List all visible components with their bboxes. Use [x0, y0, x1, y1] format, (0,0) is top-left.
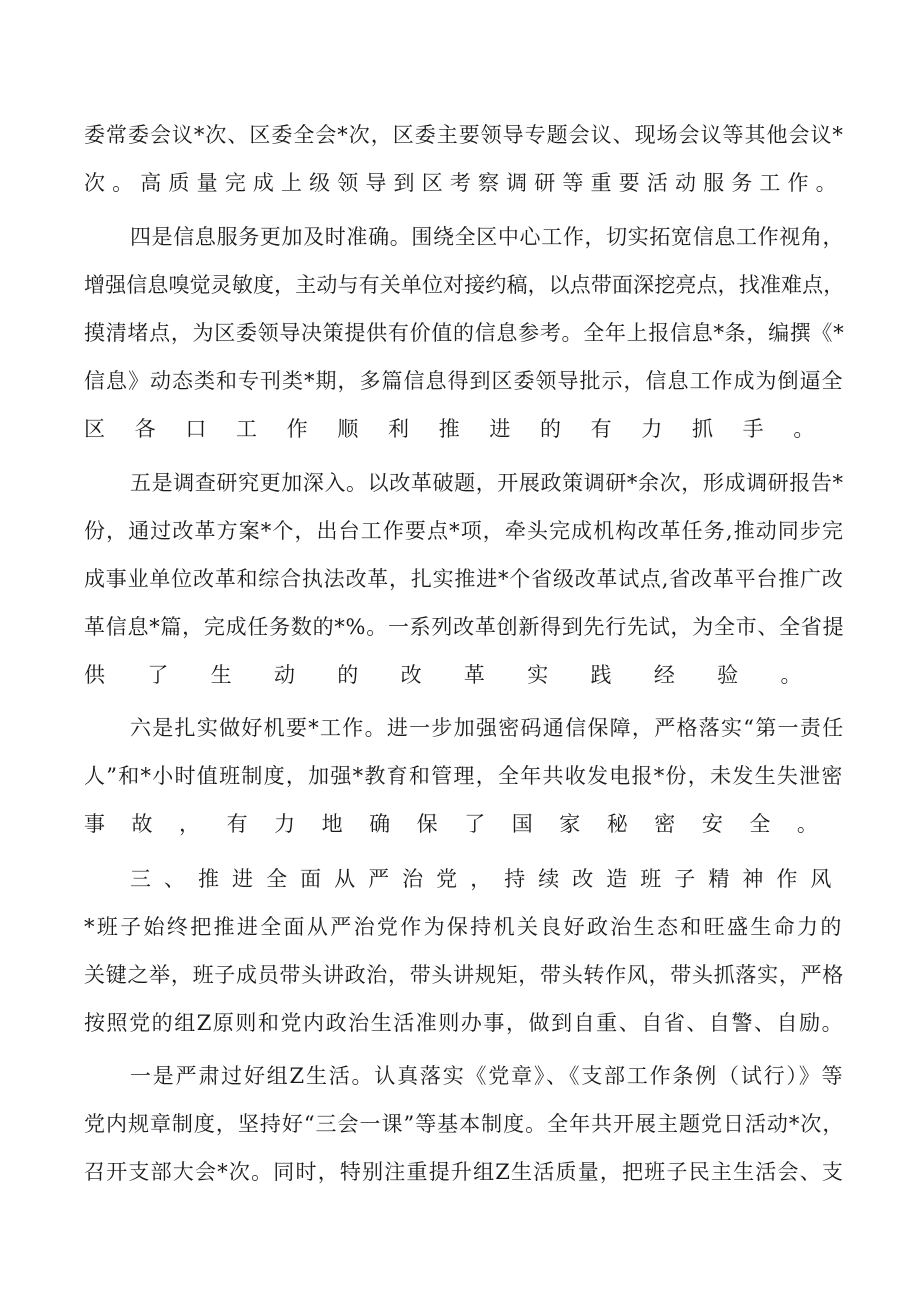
paragraph-start: 一是严肃过好组Z生活。认真落实《党章》、《支部工作条例（试行）》等: [130, 1064, 845, 1088]
text-line: 委常委会议*次、区委全会*次，区委主要领导专题会议、现场会议等其他会议*: [84, 123, 844, 147]
paragraph-start: 六是扎实做好机要*工作。进一步加强密码通信保障，严格落实“第一责任: [130, 716, 845, 740]
text-line: 事故，有力地确保了国家秘密安全。: [84, 812, 845, 836]
paragraph-start: *班子始终把推进全面从严治党作为保持机关良好政治生态和旺盛生命力的: [84, 915, 844, 939]
text-line: 按照党的组Z原则和党内政治生活准则办事，做到自重、自省、自警、自励。: [84, 1011, 845, 1035]
text-line: 关键之举，班子成员带头讲政治，带头讲规矩，带头转作风，带头抓落实，严格: [84, 963, 844, 987]
text-line: 供了生动的改革实践经验。: [84, 663, 844, 687]
paragraph-start: 五是调查研究更加深入。以改革破题，开展政策调研*余次，形成调研报告*: [130, 471, 844, 495]
text-line: 份，通过改革方案*个，出台工作要点*项，牵头完成机构改革任务,推动同步完: [84, 519, 845, 543]
section-heading: 三、推进全面从严治党，持续改造班子精神作风: [130, 867, 845, 891]
text-line: 增强信息嗅觉灵敏度，主动与有关单位对接约稿，以点带面深挖亮点，找准难点，: [84, 273, 845, 297]
text-line: 党内规章制度，坚持好“三会一课”等基本制度。全年共开展主题党日活动*次，: [84, 1112, 845, 1136]
paragraph-start: 四是信息服务更加及时准确。围绕全区中心工作，切实拓宽信息工作视角，: [130, 225, 845, 249]
text-line: 成事业单位改革和综合执法改革，扎实推进*个省级改革试点,省改革平台推广改: [84, 567, 844, 591]
text-line: 信息》动态类和专刊类*期，多篇信息得到区委领导批示，信息工作成为倒逼全: [84, 369, 844, 393]
text-line: 人”和*小时值班制度，加强*教育和管理，全年共收发电报*份，未发生失泄密: [84, 764, 844, 788]
text-line: 革信息*篇，完成任务数的*%。一系列改革创新得到先行先试，为全市、全省提: [84, 615, 845, 639]
text-line: 区各口工作顺利推进的有力抓手。: [84, 417, 844, 441]
text-line: 次。高质量完成上级领导到区考察调研等重要活动服务工作。: [84, 171, 844, 195]
text-line: 召开支部大会*次。同时，特别注重提升组Z生活质量，把班子民主生活会、支: [84, 1160, 845, 1184]
text-line: 摸清堵点，为区委领导决策提供有价值的信息参考。全年上报信息*条，编撰《*: [84, 321, 845, 345]
